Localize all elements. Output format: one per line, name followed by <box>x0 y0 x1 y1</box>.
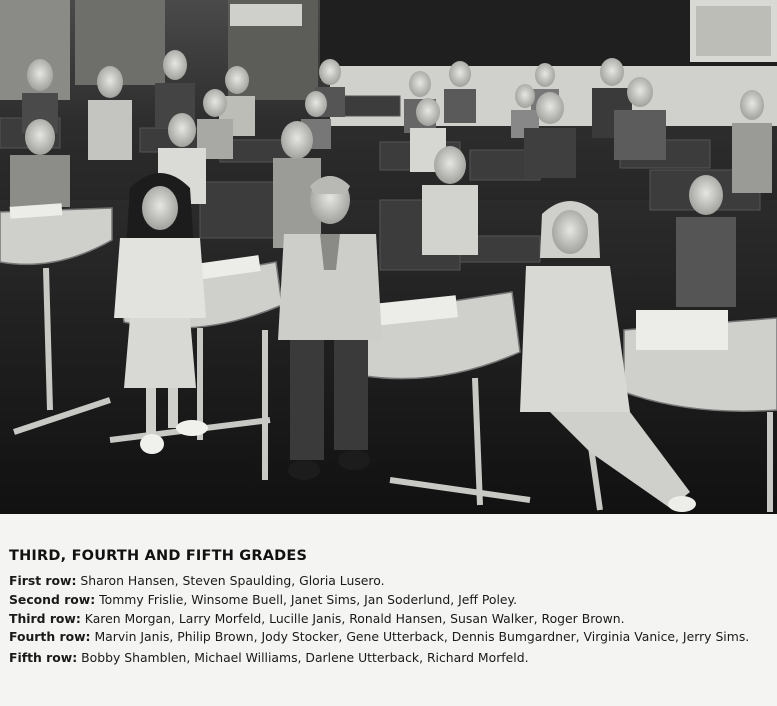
row-names: Karen Morgan, Larry Morfeld, Lucille Janis, Ronald Hansen, Susan Walker, Roger Brown. <box>84 611 625 626</box>
row-label: Fifth row: <box>9 650 78 665</box>
row-label: Fourth row: <box>9 629 91 644</box>
caption-row-fourth <box>9 628 769 645</box>
caption-row-first <box>9 571 769 590</box>
row-label: Third row: <box>9 611 81 626</box>
photo-caption <box>9 548 769 667</box>
row-names: Tommy Frislie, Winsome Buell, Janet Sims, Jan Soderlund, Jeff Poley. <box>99 592 518 607</box>
caption-row-fifth <box>9 648 769 667</box>
row-names: Marvin Janis, Philip Brown, Jody Stocker, Gene Utterback, Dennis Bumgardner, Virginia Vanice, Jerry Sims. <box>94 629 750 644</box>
row-names: Bobby Shamblen, Michael Williams, Darlene Utterback, Richard Morfeld. <box>81 650 529 665</box>
caption-row-third <box>9 609 769 628</box>
caption-row-second <box>9 590 769 609</box>
row-label: Second row: <box>9 592 96 607</box>
row-names: Sharon Hansen, Steven Spaulding, Gloria Lusero. <box>80 573 385 588</box>
row-label: First row: <box>9 573 77 588</box>
caption-title: THIRD, FOURTH AND FIFTH GRADES <box>9 548 308 564</box>
